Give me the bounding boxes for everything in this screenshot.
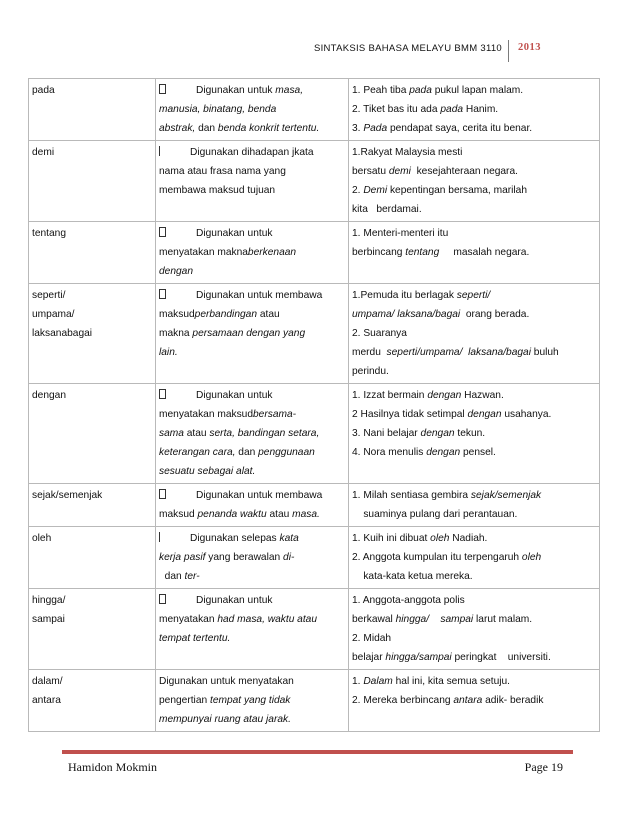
italic-text: ter- bbox=[184, 571, 200, 582]
text-run: 1.Rakyat Malaysia mesti bbox=[352, 147, 463, 158]
description-cell bbox=[156, 670, 349, 732]
text-run: belajar bbox=[352, 652, 386, 663]
italic-text: penanda waktu bbox=[197, 509, 267, 520]
text-run: 1.Pemuda itu berlagak bbox=[352, 290, 457, 301]
example-line bbox=[352, 305, 596, 324]
italic-text: sama bbox=[159, 428, 184, 439]
description-line bbox=[159, 343, 345, 362]
italic-text: penggunaan bbox=[258, 447, 315, 458]
text-run: 2. Anggota kumpulan itu terpengaruh bbox=[352, 552, 522, 563]
example-line bbox=[352, 567, 596, 586]
description-line bbox=[159, 629, 345, 648]
italic-text: demi bbox=[388, 166, 411, 177]
preposition-word: sejak/semenjak bbox=[32, 490, 103, 501]
checkbox-square-icon bbox=[159, 84, 166, 94]
italic-text: tentang bbox=[405, 247, 440, 258]
preposition-table-body bbox=[29, 79, 600, 732]
word-cell bbox=[29, 589, 156, 670]
table-row bbox=[29, 527, 600, 589]
preposition-word: umpama/ bbox=[32, 309, 75, 320]
italic-text: dengan bbox=[420, 428, 455, 439]
example-line bbox=[352, 224, 596, 243]
text-run: masalah negara. bbox=[439, 247, 530, 258]
text-run: tekun. bbox=[454, 428, 486, 439]
example-line bbox=[352, 286, 596, 305]
example-line bbox=[352, 505, 596, 524]
description-line bbox=[159, 243, 345, 262]
italic-text: masa, bbox=[275, 85, 304, 96]
italic-text: masa. bbox=[292, 509, 320, 520]
preposition-word: demi bbox=[32, 147, 55, 158]
text-run: 2. bbox=[352, 185, 364, 196]
text-run: menyatakan bbox=[159, 614, 218, 625]
italic-text: Demi bbox=[363, 185, 388, 196]
description-line bbox=[159, 286, 345, 305]
italic-text: dengan bbox=[427, 390, 462, 401]
example-line bbox=[352, 486, 596, 505]
description-line bbox=[159, 691, 345, 710]
page-header bbox=[0, 40, 638, 62]
italic-text: hingga/sampai bbox=[385, 652, 452, 663]
footer-page-number: Page 19 bbox=[524, 760, 563, 774]
description-line bbox=[159, 324, 345, 343]
text-run: Digunakan untuk bbox=[196, 595, 273, 606]
text-run: dan bbox=[159, 571, 185, 582]
text-run: kepentingan bersama, marilah bbox=[387, 185, 527, 196]
example-cell bbox=[349, 589, 600, 670]
example-line bbox=[352, 591, 596, 610]
text-run: adik- beradik bbox=[482, 695, 544, 706]
text-run: Digunakan untuk bbox=[196, 85, 276, 96]
example-line bbox=[352, 386, 596, 405]
description-line bbox=[159, 224, 345, 243]
italic-text: dengan bbox=[159, 266, 193, 277]
text-run: 1. Izzat bermain bbox=[352, 390, 428, 401]
example-line bbox=[352, 443, 596, 462]
italic-text: tempat yang tidak bbox=[209, 695, 291, 706]
text-run: 2 Hasilnya tidak setimpal bbox=[352, 409, 468, 420]
text-run: orang berada. bbox=[460, 309, 530, 320]
text-run: kesejahteraan negara. bbox=[410, 166, 518, 177]
description-line bbox=[159, 424, 345, 443]
description-cell bbox=[156, 222, 349, 284]
italic-text: oleh bbox=[430, 533, 450, 544]
text-run: pukul lapan malam. bbox=[431, 85, 524, 96]
text-run: peringkat universiti. bbox=[451, 652, 551, 663]
description-line bbox=[159, 181, 345, 200]
description-line bbox=[159, 443, 345, 462]
description-cell bbox=[156, 527, 349, 589]
example-line bbox=[352, 200, 596, 219]
checkbox-square-icon bbox=[159, 289, 166, 299]
word-cell bbox=[29, 141, 156, 222]
example-line bbox=[352, 610, 596, 629]
example-line bbox=[352, 672, 596, 691]
preposition-word: dengan bbox=[32, 390, 66, 401]
text-run: perindu. bbox=[352, 366, 389, 377]
description-cell bbox=[156, 141, 349, 222]
preposition-word: laksanabagai bbox=[32, 328, 93, 339]
italic-text: antara bbox=[453, 695, 483, 706]
text-run: menyatakan makna bbox=[159, 247, 248, 258]
description-line bbox=[159, 591, 345, 610]
description-line bbox=[159, 162, 345, 181]
text-run: atau bbox=[266, 509, 293, 520]
text-run: 1. bbox=[352, 676, 364, 687]
vertical-bar-icon bbox=[159, 532, 160, 542]
table-row bbox=[29, 670, 600, 732]
text-run: Digunakan selepas bbox=[190, 533, 280, 544]
description-line bbox=[159, 567, 345, 586]
table-row bbox=[29, 284, 600, 384]
text-run: 1. Peah tiba bbox=[352, 85, 410, 96]
text-run: merdu bbox=[352, 347, 387, 358]
description-line bbox=[159, 262, 345, 281]
text-run: 1. Anggota-anggota polis bbox=[352, 595, 465, 606]
text-run: menyatakan maksud bbox=[159, 409, 254, 420]
description-line bbox=[159, 143, 345, 162]
italic-text: serta, bandingan setara, bbox=[209, 428, 320, 439]
text-run: Hanim. bbox=[463, 104, 499, 115]
italic-text: dengan bbox=[426, 447, 461, 458]
example-cell bbox=[349, 527, 600, 589]
description-cell bbox=[156, 484, 349, 527]
text-run: bersatu bbox=[352, 166, 389, 177]
text-run: pendapat saya, cerita itu benar. bbox=[387, 123, 533, 134]
text-run: 4. Nora menulis bbox=[352, 447, 427, 458]
footer-rule bbox=[62, 750, 573, 754]
text-run: buluh bbox=[530, 347, 559, 358]
description-line bbox=[159, 119, 345, 138]
text-run: pensel. bbox=[460, 447, 496, 458]
text-run: Digunakan untuk membawa bbox=[196, 290, 323, 301]
text-run: 2. Mereka berbincang bbox=[352, 695, 454, 706]
example-line bbox=[352, 424, 596, 443]
text-run: maksud bbox=[159, 309, 195, 320]
italic-text: manusia, binatang, benda bbox=[159, 104, 277, 115]
example-line bbox=[352, 405, 596, 424]
text-run: berbincang bbox=[352, 247, 406, 258]
text-run: Digunakan untuk menyatakan bbox=[159, 676, 294, 687]
example-line bbox=[352, 691, 596, 710]
italic-text: benda konkrit tertentu. bbox=[217, 123, 320, 134]
example-line bbox=[352, 648, 596, 667]
italic-text: seperti/ bbox=[456, 290, 491, 301]
italic-text: Dalam bbox=[363, 676, 393, 687]
word-cell bbox=[29, 670, 156, 732]
italic-text: keterangan cara, bbox=[159, 447, 236, 458]
italic-text: di- bbox=[283, 552, 295, 563]
description-line bbox=[159, 462, 345, 481]
text-run: 2. Suaranya bbox=[352, 328, 407, 339]
italic-text: kerja pasif bbox=[159, 552, 206, 563]
example-line bbox=[352, 243, 596, 262]
preposition-word: pada bbox=[32, 85, 55, 96]
text-run: 1. Kuih ini dibuat bbox=[352, 533, 431, 544]
text-run: pengertian bbox=[159, 695, 210, 706]
text-run: yang berawalan bbox=[205, 552, 284, 563]
checkbox-square-icon bbox=[159, 489, 166, 499]
description-line bbox=[159, 486, 345, 505]
italic-text: seperti/umpama/ laksana/bagai bbox=[386, 347, 531, 358]
example-cell bbox=[349, 79, 600, 141]
text-run: makna bbox=[159, 328, 193, 339]
text-run: Digunakan untuk bbox=[196, 228, 273, 239]
example-cell bbox=[349, 284, 600, 384]
text-run: Digunakan untuk membawa bbox=[196, 490, 323, 501]
preposition-word: dalam/ bbox=[32, 676, 63, 687]
text-run: Hazwan. bbox=[461, 390, 504, 401]
italic-text: pada bbox=[440, 104, 464, 115]
example-cell bbox=[349, 484, 600, 527]
header-title: SINTAKSIS BAHASA MELAYU BMM 3110 bbox=[313, 43, 502, 54]
text-run: 1. Menteri-menteri itu bbox=[352, 228, 449, 239]
description-line bbox=[159, 305, 345, 324]
text-run: 2. Tiket bas itu ada bbox=[352, 104, 441, 115]
italic-text: berkenaan bbox=[247, 247, 297, 258]
description-cell bbox=[156, 79, 349, 141]
italic-text: mempunyai ruang atau jarak. bbox=[159, 714, 291, 725]
example-line bbox=[352, 162, 596, 181]
example-line bbox=[352, 324, 596, 343]
text-run: kata-kata ketua mereka. bbox=[352, 571, 473, 582]
text-run: berkawal bbox=[352, 614, 396, 625]
example-line bbox=[352, 81, 596, 100]
preposition-word: antara bbox=[32, 695, 61, 706]
italic-text: persamaan dengan yang bbox=[192, 328, 306, 339]
description-line bbox=[159, 100, 345, 119]
text-run: Digunakan untuk bbox=[196, 390, 273, 401]
text-run: dan bbox=[195, 123, 218, 134]
example-line bbox=[352, 181, 596, 200]
italic-text: lain. bbox=[159, 347, 178, 358]
example-line bbox=[352, 529, 596, 548]
text-run: Digunakan dihadapan jkata bbox=[190, 147, 314, 158]
example-line bbox=[352, 119, 596, 138]
text-run: suaminya pulang dari perantauan. bbox=[352, 509, 518, 520]
description-cell bbox=[156, 284, 349, 384]
description-line bbox=[159, 610, 345, 629]
italic-text: oleh bbox=[521, 552, 542, 563]
table-row bbox=[29, 484, 600, 527]
italic-text: tempat tertentu. bbox=[159, 633, 231, 644]
example-line bbox=[352, 100, 596, 119]
italic-text: hingga/ sampai bbox=[395, 614, 474, 625]
example-line bbox=[352, 362, 596, 381]
example-line bbox=[352, 343, 596, 362]
preposition-word: sampai bbox=[32, 614, 65, 625]
description-cell bbox=[156, 384, 349, 484]
example-line bbox=[352, 629, 596, 648]
preposition-word: oleh bbox=[32, 533, 52, 544]
text-run: membawa maksud tujuan bbox=[159, 185, 276, 196]
description-line bbox=[159, 386, 345, 405]
word-cell bbox=[29, 484, 156, 527]
preposition-word: tentang bbox=[32, 228, 66, 239]
text-run: kita berdamai. bbox=[352, 204, 422, 215]
example-line bbox=[352, 548, 596, 567]
text-run: 3. Nani belajar bbox=[352, 428, 421, 439]
text-run: hal ini, kita semua setuju. bbox=[392, 676, 510, 687]
description-cell bbox=[156, 589, 349, 670]
text-run: larut malam. bbox=[473, 614, 533, 625]
example-line bbox=[352, 143, 596, 162]
italic-text: bersama- bbox=[253, 409, 297, 420]
text-run: Nadiah. bbox=[449, 533, 488, 544]
text-run: 3. bbox=[352, 123, 364, 134]
word-cell bbox=[29, 79, 156, 141]
description-line bbox=[159, 529, 345, 548]
vertical-bar-icon bbox=[159, 146, 160, 156]
example-cell bbox=[349, 141, 600, 222]
checkbox-square-icon bbox=[159, 594, 166, 604]
italic-text: had masa, waktu atau bbox=[217, 614, 318, 625]
word-cell bbox=[29, 284, 156, 384]
italic-text: sesuatu sebagai alat. bbox=[159, 466, 256, 477]
italic-text: Pada bbox=[363, 123, 388, 134]
text-run: usahanya. bbox=[501, 409, 552, 420]
word-cell bbox=[29, 222, 156, 284]
text-run: atau bbox=[257, 309, 280, 320]
description-line bbox=[159, 710, 345, 729]
text-run: 1. Milah sentiasa gembira bbox=[352, 490, 471, 501]
table-row bbox=[29, 384, 600, 484]
example-cell bbox=[349, 384, 600, 484]
table-row bbox=[29, 222, 600, 284]
checkbox-square-icon bbox=[159, 389, 166, 399]
checkbox-square-icon bbox=[159, 227, 166, 237]
italic-text: sejak/semenjak bbox=[470, 490, 542, 501]
italic-text: umpama/ laksana/bagai bbox=[352, 309, 461, 320]
footer-author: Hamidon Mokmin bbox=[68, 760, 157, 774]
preposition-word: seperti/ bbox=[32, 290, 66, 301]
preposition-table bbox=[28, 78, 600, 732]
table-row bbox=[29, 589, 600, 670]
description-line bbox=[159, 505, 345, 524]
example-cell bbox=[349, 222, 600, 284]
header-year: 2013 bbox=[518, 42, 541, 53]
italic-text: abstrak, bbox=[159, 123, 196, 134]
italic-text: dengan bbox=[467, 409, 502, 420]
text-run: atau bbox=[183, 428, 210, 439]
description-line bbox=[159, 672, 345, 691]
header-divider bbox=[508, 40, 509, 62]
description-line bbox=[159, 548, 345, 567]
example-cell bbox=[349, 670, 600, 732]
description-line bbox=[159, 81, 345, 100]
text-run: dan bbox=[235, 447, 259, 458]
word-cell bbox=[29, 384, 156, 484]
table-row bbox=[29, 141, 600, 222]
text-run: 2. Midah bbox=[352, 633, 392, 644]
italic-text: kata bbox=[279, 533, 299, 544]
word-cell bbox=[29, 527, 156, 589]
preposition-word: hingga/ bbox=[32, 595, 66, 606]
italic-text: pada bbox=[409, 85, 432, 96]
text-run: nama atau frasa nama yang bbox=[159, 166, 286, 177]
text-run: maksud bbox=[159, 509, 198, 520]
description-line bbox=[159, 405, 345, 424]
table-row bbox=[29, 79, 600, 141]
italic-text: perbandingan bbox=[194, 309, 257, 320]
